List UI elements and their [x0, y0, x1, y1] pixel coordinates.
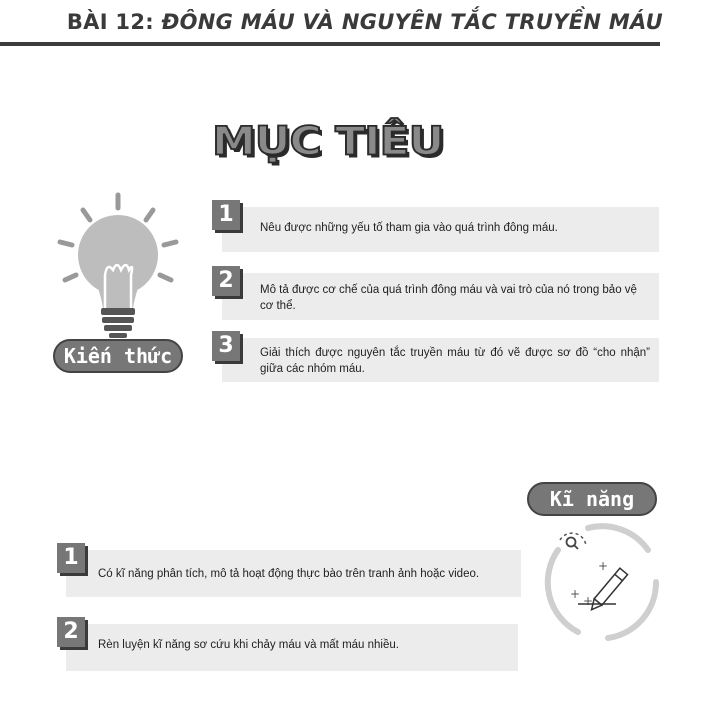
lesson-topic: ĐÔNG MÁU VÀ NGUYÊN TẮC TRUYỀN MÁU	[161, 10, 663, 34]
lesson-title	[67, 10, 663, 34]
item-number: 1	[212, 200, 240, 230]
item-number: 1	[57, 543, 85, 573]
header-rule	[0, 42, 660, 46]
svg-text:+: +	[570, 587, 581, 601]
item-number: 2	[212, 266, 240, 296]
svg-text:+: +	[598, 559, 609, 573]
item-text: Rèn luyện kĩ năng sơ cứu khi chảy máu và mất máu nhiều.	[98, 639, 399, 651]
item-number: 2	[57, 617, 85, 647]
knowledge-label: Kiến thức	[53, 339, 183, 373]
page-header	[0, 0, 711, 48]
objectives-title: MỤC TIÊU	[212, 118, 444, 165]
skills-label: Kĩ năng	[527, 482, 657, 516]
item-text: Mô tả được cơ chế của quá trình đông máu và vai trò của nó trong bảo vệ cơ thể.	[260, 284, 637, 312]
item-number: 3	[212, 331, 240, 361]
pencil-magnifier-icon	[538, 520, 662, 642]
svg-text:+: +	[583, 594, 594, 608]
item-text: Có kĩ năng phân tích, mô tả hoạt động thực bào trên tranh ảnh hoặc video.	[98, 568, 480, 580]
item-text: Giải thích được nguyên tắc truyền máu từ đó vẽ được sơ đồ “cho nhận” giữa các nhóm máu.	[260, 347, 650, 375]
lesson-number: BÀI 12:	[66, 10, 162, 34]
item-text: Nêu được những yếu tố tham gia vào quá trình đông máu.	[260, 222, 558, 234]
lightbulb-icon	[55, 190, 185, 340]
